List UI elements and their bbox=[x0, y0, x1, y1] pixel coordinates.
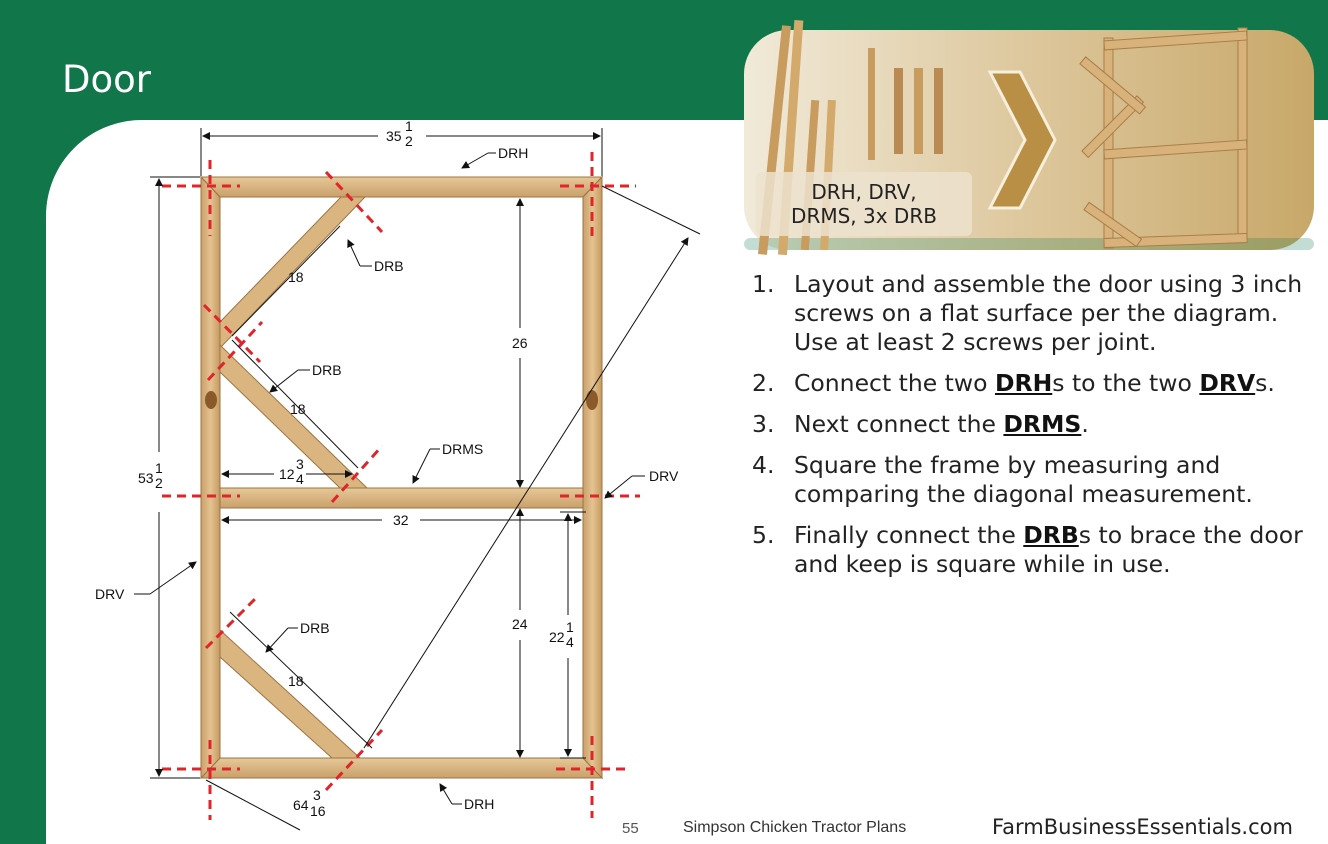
step-number: 2. bbox=[752, 369, 775, 397]
instruction-step bbox=[752, 369, 1317, 398]
instruction-step bbox=[752, 451, 1317, 509]
instruction-step bbox=[752, 270, 1317, 357]
svg-text:1: 1 bbox=[566, 619, 574, 635]
step-text-segment: s to brace the door and keep is square while in use. bbox=[794, 521, 1303, 578]
right-stile bbox=[583, 177, 602, 778]
step-text-segment: Next connect the bbox=[794, 410, 1004, 438]
step-number: 1. bbox=[752, 270, 775, 298]
step-text bbox=[794, 410, 1089, 438]
dimension-lines bbox=[150, 128, 700, 830]
page-title: Door bbox=[62, 58, 151, 101]
dim-middle-span: 32 bbox=[393, 512, 409, 528]
parts-line-1: DRH, DRV, bbox=[811, 180, 917, 204]
middle-rail bbox=[220, 488, 583, 508]
step-text-segment: Finally connect the bbox=[794, 521, 1024, 549]
dim-upper-opening: 26 bbox=[512, 335, 528, 351]
step-text-segment: . bbox=[1081, 410, 1089, 438]
step-text-segment: Square the frame by measuring and comparing the diagonal measurement. bbox=[794, 451, 1253, 508]
callout-right-stile: DRV bbox=[649, 468, 679, 484]
dim-width bbox=[386, 118, 413, 149]
lower-brace bbox=[220, 630, 360, 758]
step-text-segment: s to the two bbox=[1052, 369, 1200, 397]
step-text bbox=[794, 451, 1253, 508]
step-text-segment: s. bbox=[1255, 369, 1275, 397]
step-text-segment: Connect the two bbox=[794, 369, 995, 397]
step-number: 3. bbox=[752, 410, 775, 438]
svg-text:1: 1 bbox=[405, 118, 413, 134]
svg-text:2: 2 bbox=[155, 475, 163, 491]
part-link[interactable]: DRB bbox=[1023, 521, 1079, 549]
callout-lower-brace: DRB bbox=[300, 620, 330, 636]
svg-text:3: 3 bbox=[296, 456, 304, 472]
callout-bottom-rail: DRH bbox=[464, 796, 495, 812]
callout-left-stile: DRV bbox=[95, 586, 125, 602]
dim-lower-opening: 24 bbox=[512, 616, 528, 632]
left-stile bbox=[201, 177, 220, 778]
step-text bbox=[794, 521, 1303, 578]
step-text-segment: Layout and assemble the door using 3 inch screws on a flat surface per the diagram. Use at least 2 screws per joint. bbox=[794, 270, 1303, 356]
step-number: 5. bbox=[752, 521, 775, 549]
footer-title: Simpson Chicken Tractor Plans bbox=[683, 819, 907, 836]
part-link[interactable]: DRV bbox=[1199, 369, 1256, 397]
parts-list-label bbox=[756, 172, 972, 236]
svg-text:16: 16 bbox=[310, 803, 326, 819]
wood-knot bbox=[586, 390, 598, 410]
svg-text:3: 3 bbox=[313, 787, 321, 803]
step-text bbox=[794, 270, 1302, 356]
svg-text:53: 53 bbox=[138, 470, 154, 486]
instruction-steps bbox=[752, 270, 1317, 591]
dim-lower-brace: 18 bbox=[288, 673, 304, 689]
svg-text:64: 64 bbox=[293, 797, 309, 813]
dim-lower-inner bbox=[549, 619, 574, 650]
callout-middle-brace: DRB bbox=[312, 362, 342, 378]
svg-text:1: 1 bbox=[155, 460, 163, 476]
svg-text:2: 2 bbox=[405, 133, 413, 149]
svg-text:4: 4 bbox=[296, 471, 304, 487]
callout-top-rail: DRH bbox=[498, 145, 529, 161]
callout-upper-brace: DRB bbox=[374, 258, 404, 274]
callout-middle-rail: DRMS bbox=[442, 441, 484, 457]
svg-text:35: 35 bbox=[386, 128, 402, 144]
wood-knot bbox=[205, 391, 217, 409]
step-number: 4. bbox=[752, 451, 775, 479]
dim-height bbox=[138, 460, 163, 491]
dim-diagonal bbox=[293, 787, 326, 819]
dim-offset bbox=[279, 456, 304, 487]
dim-upper-brace: 18 bbox=[288, 269, 304, 285]
parts-line-2: DRMS, 3x DRB bbox=[791, 204, 937, 228]
part-link[interactable]: DRH bbox=[994, 369, 1053, 397]
instruction-step bbox=[752, 410, 1317, 439]
instruction-step bbox=[752, 521, 1317, 579]
step-text bbox=[794, 369, 1275, 397]
bottom-rail bbox=[201, 758, 602, 778]
footer-site: FarmBusinessEssentials.com bbox=[992, 815, 1293, 839]
svg-text:22: 22 bbox=[549, 629, 565, 645]
page-number: 55 bbox=[622, 820, 639, 837]
svg-text:4: 4 bbox=[566, 634, 574, 650]
dim-middle-brace: 18 bbox=[290, 401, 306, 417]
svg-text:12: 12 bbox=[279, 466, 295, 482]
top-rail bbox=[201, 177, 602, 197]
part-link[interactable]: DRMS bbox=[1003, 410, 1082, 438]
